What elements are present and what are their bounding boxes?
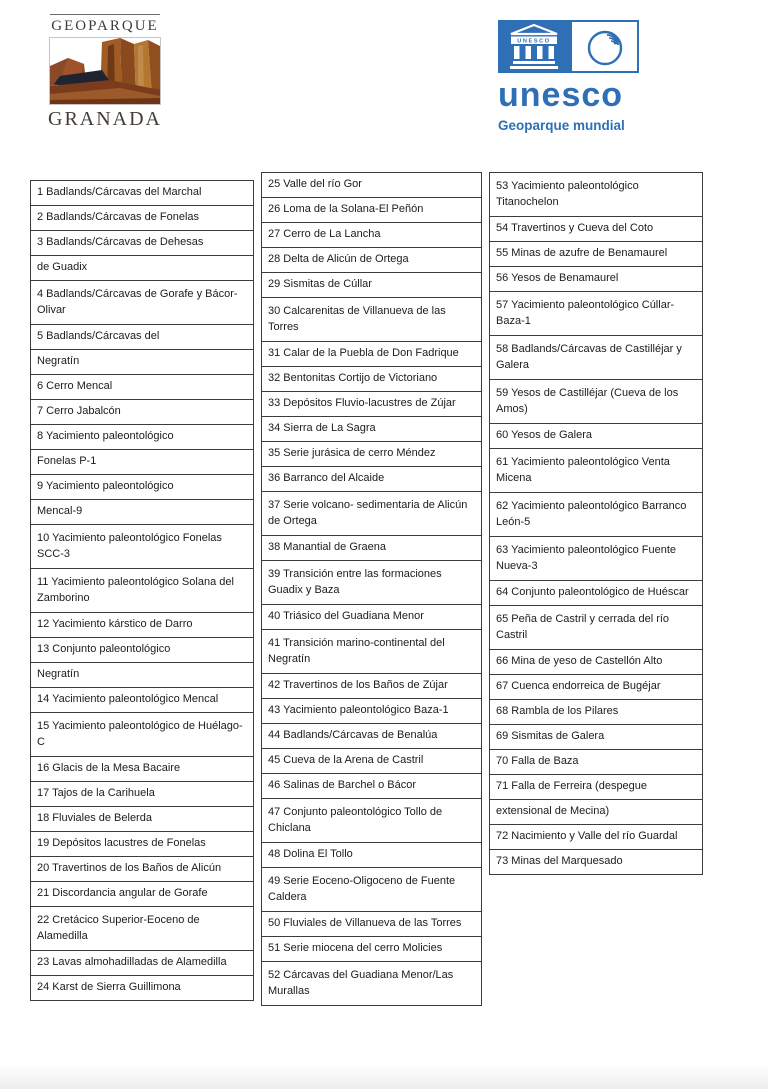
list-cell: 63 Yacimiento paleontológico Fuente Nueva-3 [489,536,703,581]
list-cell: 38 Manantial de Graena [261,535,482,561]
list-cell: 53 Yacimiento paleontológico Titanochelon [489,172,703,217]
list-cell: 4 Badlands/Cárcavas de Gorafe y Bácor-Olivar [30,280,254,325]
unesco-wordmark: unesco [498,76,624,114]
list-cell: 28 Delta de Alicún de Ortega [261,247,482,273]
list-cell: 15 Yacimiento paleontológico de Huélago-C [30,712,254,757]
list-cell: 20 Travertinos de los Baños de Alicún [30,856,254,882]
list-cell: 10 Yacimiento paleontológico Fonelas SCC-3 [30,524,254,569]
logo-divider [50,14,160,15]
list-cell: 40 Triásico del Guadiana Menor [261,604,482,630]
unesco-globe-icon [570,20,639,73]
unesco-logo [498,20,648,133]
unesco-temple-icon [498,20,570,73]
list-cell: 33 Depósitos Fluvio-lacustres de Zújar [261,391,482,417]
list-cell: 18 Fluviales de Belerda [30,806,254,832]
list-cell: 73 Minas del Marquesado [489,849,703,875]
list-cell: de Guadix [30,255,254,281]
list-cell: 72 Nacimiento y Valle del río Guardal [489,824,703,850]
list-cell: 71 Falla de Ferreira (despegue [489,774,703,800]
page-edge-shadow [0,1063,768,1089]
list-cell: 37 Serie volcano- sedimentaria de Alicún de Ortega [261,491,482,536]
list-cell: 46 Salinas de Barchel o Bácor [261,773,482,799]
list-cell: 21 Discordancia angular de Gorafe [30,881,254,907]
list-cell: 59 Yesos de Castilléjar (Cueva de los Amos) [489,379,703,424]
list-cell: 26 Loma de la Solana-El Peñón [261,197,482,223]
list-cell: 50 Fluviales de Villanueva de las Torres [261,911,482,937]
site-list-column-3 [489,172,703,875]
list-cell: 6 Cerro Mencal [30,374,254,400]
list-cell: 12 Yacimiento kárstico de Darro [30,612,254,638]
list-cell: 3 Badlands/Cárcavas de Dehesas [30,230,254,256]
list-cell: 11 Yacimiento paleontológico Solana del Zamborino [30,568,254,613]
list-cell: 17 Tajos de la Carihuela [30,781,254,807]
list-cell: 31 Calar de la Puebla de Don Fadrique [261,341,482,367]
list-cell: 67 Cuenca endorreica de Bugéjar [489,674,703,700]
unesco-temple-label: UNESCO [517,38,551,45]
list-cell: 23 Lavas almohadilladas de Alamedilla [30,950,254,976]
list-cell: 14 Yacimiento paleontológico Mencal [30,687,254,713]
list-cell: 51 Serie miocena del cerro Molicies [261,936,482,962]
list-cell: 39 Transición entre las formaciones Guadix y Baza [261,560,482,605]
geoparque-logo-title: GEOPARQUE [51,18,159,34]
list-cell: 58 Badlands/Cárcavas de Castilléjar y Galera [489,335,703,380]
list-cell: 35 Serie jurásica de cerro Méndez [261,441,482,467]
list-cell: 70 Falla de Baza [489,749,703,775]
list-cell: 7 Cerro Jabalcón [30,399,254,425]
list-cell: 65 Peña de Castril y cerrada del río Castril [489,605,703,650]
list-cell: 42 Travertinos de los Baños de Zújar [261,673,482,699]
list-cell: 60 Yesos de Galera [489,423,703,449]
list-cell: 48 Dolina El Tollo [261,842,482,868]
list-cell: 54 Travertinos y Cueva del Coto [489,216,703,242]
site-list-column-1 [30,180,254,1001]
list-cell: Fonelas P-1 [30,449,254,475]
list-cell: 61 Yacimiento paleontológico Venta Micena [489,448,703,493]
geoparque-granada-logo [48,14,162,131]
list-cell: 36 Barranco del Alcaide [261,466,482,492]
unesco-subtitle: Geoparque mundial [498,118,625,133]
list-cell: 62 Yacimiento paleontológico Barranco León-5 [489,492,703,537]
list-cell: 55 Minas de azufre de Benamaurel [489,241,703,267]
list-cell: 66 Mina de yeso de Castellón Alto [489,649,703,675]
list-cell: 24 Karst de Sierra Guillimona [30,975,254,1001]
list-cell: 57 Yacimiento paleontológico Cúllar-Baza-1 [489,291,703,336]
list-cell: 13 Conjunto paleontológico [30,637,254,663]
list-cell: 32 Bentonitas Cortijo de Victoriano [261,366,482,392]
list-cell: 9 Yacimiento paleontológico [30,474,254,500]
list-cell: 2 Badlands/Cárcavas de Fonelas [30,205,254,231]
list-cell: 69 Sismitas de Galera [489,724,703,750]
site-list-column-2 [261,172,482,1006]
list-cell: 5 Badlands/Cárcavas del [30,324,254,350]
list-cell: 16 Glacis de la Mesa Bacaire [30,756,254,782]
granada-logo-title: GRANADA [48,108,162,130]
list-cell: extensional de Mecina) [489,799,703,825]
list-cell: 44 Badlands/Cárcavas de Benalúa [261,723,482,749]
unesco-logo-squares [498,20,639,73]
list-cell: 29 Sismitas de Cúllar [261,272,482,298]
list-cell: Negratín [30,349,254,375]
list-cell: 47 Conjunto paleontológico Tollo de Chiclana [261,798,482,843]
list-cell: 8 Yacimiento paleontológico [30,424,254,450]
list-cell: 41 Transición marino-continental del Negratín [261,629,482,674]
list-cell: 25 Valle del río Gor [261,172,482,198]
list-cell: Mencal-9 [30,499,254,525]
list-cell: 1 Badlands/Cárcavas del Marchal [30,180,254,206]
list-cell: 68 Rambla de los Pilares [489,699,703,725]
list-cell: 43 Yacimiento paleontológico Baza-1 [261,698,482,724]
list-cell: 30 Calcarenitas de Villanueva de las Torres [261,297,482,342]
badlands-illustration [49,37,161,105]
list-cell: Negratín [30,662,254,688]
list-cell: 45 Cueva de la Arena de Castril [261,748,482,774]
list-cell: 27 Cerro de La Lancha [261,222,482,248]
list-cell: 49 Serie Eoceno-Oligoceno de Fuente Caldera [261,867,482,912]
list-cell: 19 Depósitos lacustres de Fonelas [30,831,254,857]
list-cell: 56 Yesos de Benamaurel [489,266,703,292]
list-cell: 34 Sierra de La Sagra [261,416,482,442]
list-cell: 64 Conjunto paleontológico de Huéscar [489,580,703,606]
list-cell: 22 Cretácico Superior-Eoceno de Alamedilla [30,906,254,951]
list-cell: 52 Cárcavas del Guadiana Menor/Las Murallas [261,961,482,1006]
